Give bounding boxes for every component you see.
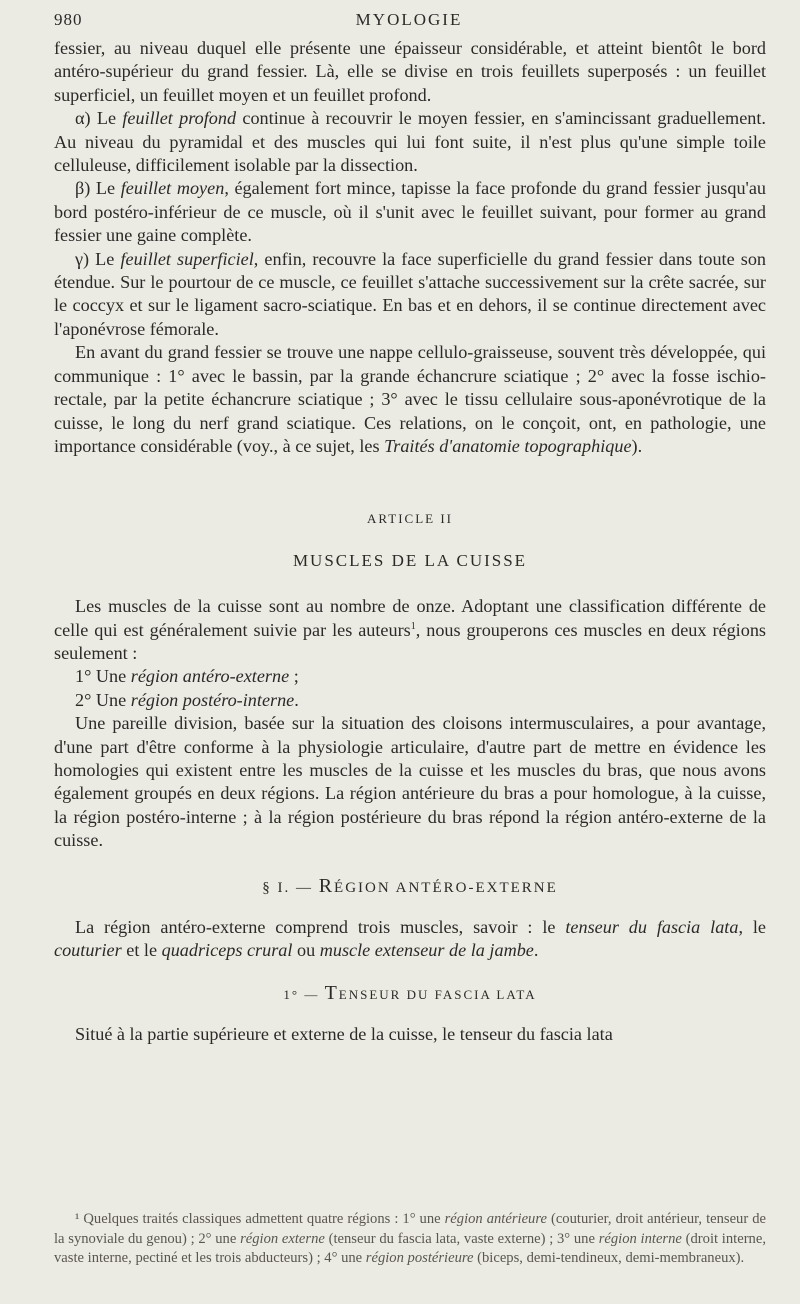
page-number: 980 — [54, 10, 83, 29]
paragraph-region-antero-externe: La région antéro-externe comprend trois muscles, savoir : le tenseur du fascia lata, le couturier et le quadriceps crural ou muscle extenseur de la jambe. — [54, 917, 766, 961]
running-title: MYOLOGIE — [355, 10, 463, 29]
subsection-heading: 1° — TENSEUR DU FASCIA LATA — [283, 981, 537, 1004]
list-item-region-postero-interne: 2° Une région postéro-interne. — [75, 689, 299, 710]
paragraph-feuillet-superficiel: γ) Le feuillet superficiel, enfin, recouvre la face superficielle du grand fessier dans toute son étendue. Sur le pourtour de ce muscle, ce feuillet s'attache successivement sur la crête sacrée, sur le coccyx et sur le ligament sacro-sciatique. En bas et en dehors, il se continue directement avec l'aponévrose fémorale. — [54, 248, 767, 339]
footnote-marker: 1 — [410, 620, 416, 632]
page-header — [54, 4, 764, 32]
footnote-mark: ¹ — [75, 1211, 80, 1227]
paragraph-division: Une pareille division, basée sur la situation des cloisons intermusculaires, a pour avantage, d'une part d'être conforme à la physiologie articulaire, d'autre part de mettre en évidence les homologies qui existent entre les muscles de la cuisse et les muscles du bras, que nous avons également groupés en deux régions. La région antérieure du bras a pour homologue, à la cuisse, la région postéro-interne ; à la région postérieure du bras répond la région antéro-externe de la cuisse. — [54, 713, 766, 851]
article-label: ARTICLE II — [366, 511, 453, 527]
main-text — [54, 37, 766, 1047]
paragraph-nappe-cellulo-graisseuse: En avant du grand fessier se trouve une nappe cellulo-graisseuse, souvent très développée, qui communique : 1° avec le bassin, par la grande échancrure sciatique ; 2° avec la fosse ischio-rectale, par la petite échancrure sciatique ; 3° avec le tissu cellulaire sous-aponévrotique de la cuisse, le long du nerf grand sciatique. Ces relations, on le conçoit, ont, en pathologie, une importance considérable (voy., à ce sujet, les Traités d'anatomie topographique). — [54, 342, 766, 456]
paragraph-continuation: fessier, au niveau duquel elle présente une épaisseur considérable, et atteint bientôt le bord antéro-supérieur du grand fessier. Là, elle se divise en trois feuillets superposés : un feuillet superficiel, un feuillet moyen et un feuillet profond. — [54, 38, 766, 105]
paragraph-feuillet-moyen: β) Le feuillet moyen, également fort mince, tapisse la face profonde du grand fessier jusqu'au bord postéro-inférieur de ce muscle, où il s'unit avec le feuillet suivant, pour former au grand fessier une gaine complète. — [54, 178, 767, 246]
paragraph-feuillet-profond: α) Le feuillet profond continue à recouvrir le moyen fessier, en s'amincissant graduellement. Au niveau du pyramidal et des muscles qui lui font suite, il n'est plus qu'une simple toile celluleuse, difficilement isolable par la dissection. — [54, 108, 766, 176]
list-item-region-antero-externe: 1° Une région antéro-externe ; — [75, 666, 299, 687]
term-feuillet-superficiel: feuillet superficiel — [120, 248, 254, 269]
section-heading: § I. — RÉGION ANTÉRO-EXTERNE — [262, 874, 558, 897]
reference-traites: Traités d'anatomie topographique — [384, 435, 632, 456]
paragraph-tenseur: Situé à la partie supérieure et externe de la cuisse, le tenseur du fascia lata — [75, 1024, 613, 1045]
term-feuillet-profond: feuillet profond — [122, 108, 237, 129]
term-feuillet-moyen: feuillet moyen — [120, 178, 225, 199]
article-title: MUSCLES DE LA CUISSE — [292, 550, 528, 570]
footnote: ¹ Quelques traités classiques admettent quatre régions : 1° une région antérieure (couturier, droit antérieur, tenseur de la synoviale du genou) ; 2° une région externe (tenseur du fascia lata, vaste externe) ; 3° une région interne (droit interne, vaste interne, pectiné et les trois abducteurs) ; 4° une région postérieure (biceps, demi-tendineux, demi-membraneux). — [54, 1211, 766, 1266]
paragraph-classification: Les muscles de la cuisse sont au nombre de onze. Adoptant une classification différente de celle qui est généralement suivie par les auteurs$^1$, nous grouperons ces muscles en deux régions seulement : — [54, 596, 766, 663]
